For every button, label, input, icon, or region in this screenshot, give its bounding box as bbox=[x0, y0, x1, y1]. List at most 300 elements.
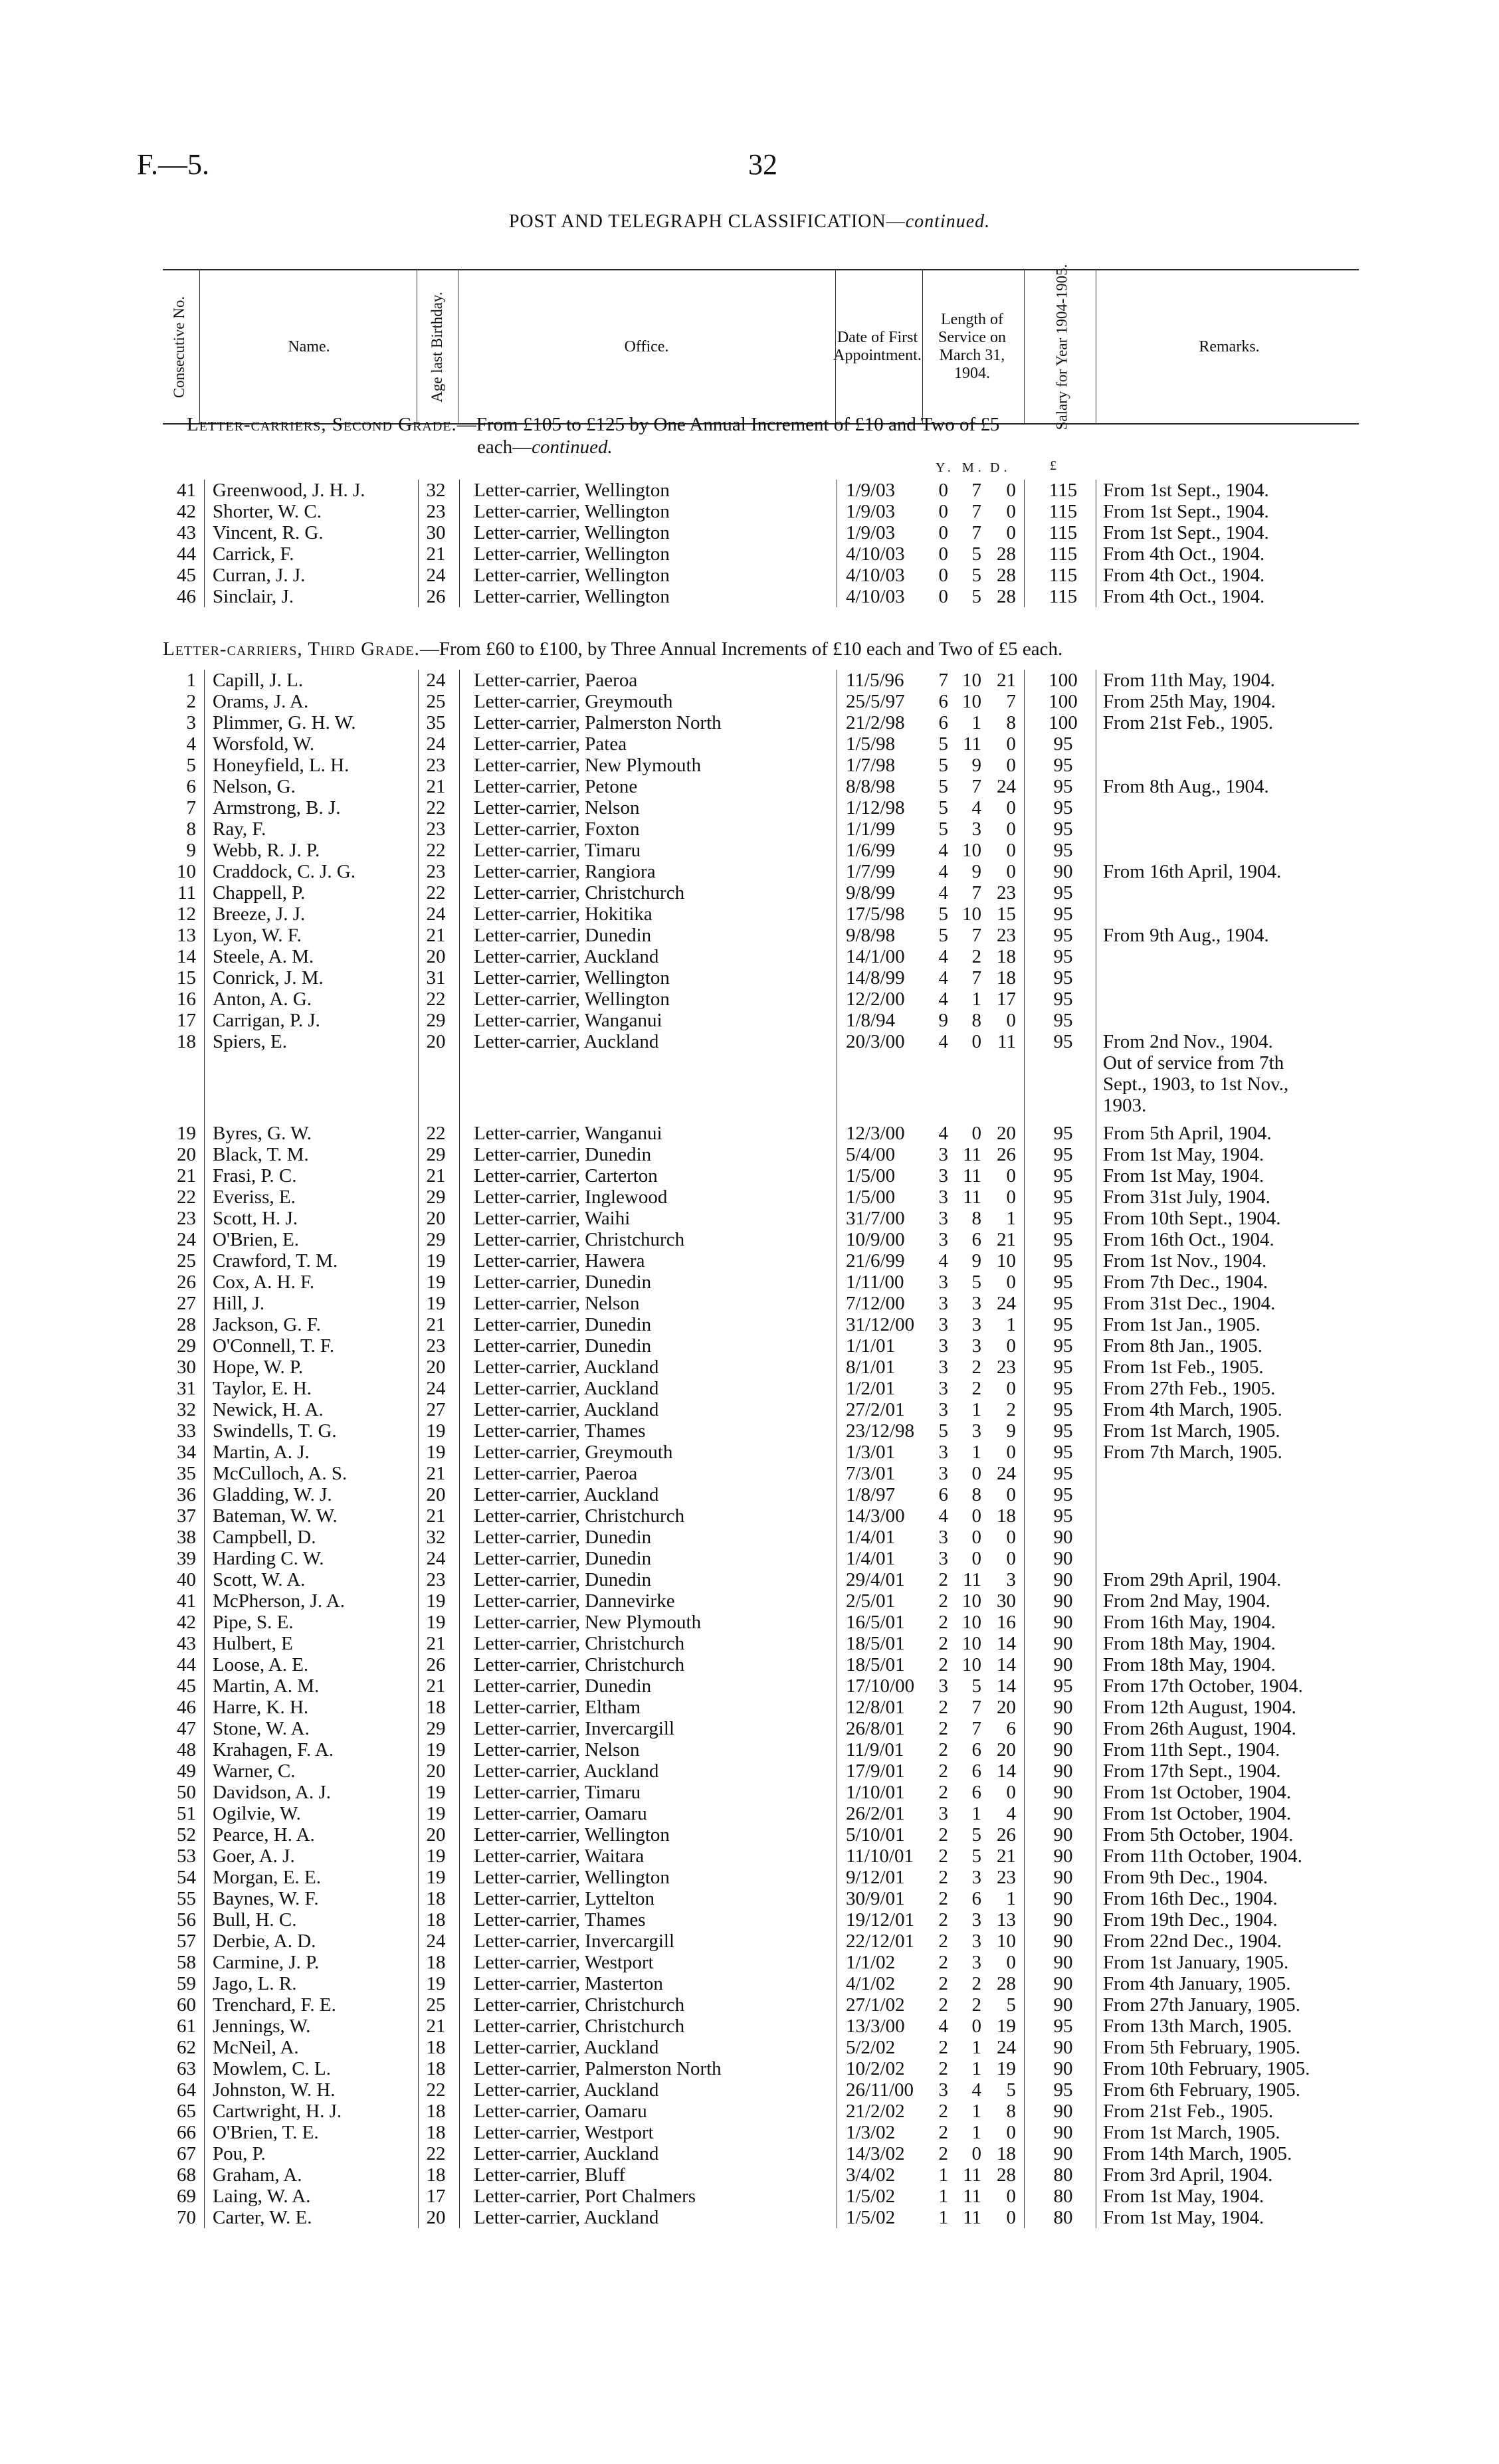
row-remarks: From 12th August, 1904. bbox=[1103, 1697, 1296, 1718]
row-age: 24 bbox=[426, 1931, 446, 1952]
row-years: 4 bbox=[938, 1123, 948, 1144]
row-remarks: From 17th Sept., 1904. bbox=[1103, 1760, 1281, 1782]
row-remarks: From 10th February, 1905. bbox=[1103, 2058, 1310, 2079]
row-name: Lyon, W. F. bbox=[213, 925, 302, 946]
row-remarks: From 1st Sept., 1904. bbox=[1103, 501, 1269, 522]
row-name: Stone, W. A. bbox=[213, 1718, 310, 1739]
row-number: 18 bbox=[177, 1031, 196, 1052]
row-date: 30/9/01 bbox=[846, 1888, 905, 1909]
row-date: 14/1/00 bbox=[846, 946, 905, 967]
row-salary: 95 bbox=[1053, 776, 1073, 797]
row-salary: 95 bbox=[1053, 1165, 1073, 1186]
row-number: 68 bbox=[177, 2164, 196, 2186]
row-days: 2 bbox=[1006, 1399, 1016, 1420]
row-years: 4 bbox=[938, 1031, 948, 1052]
row-salary: 95 bbox=[1053, 2079, 1073, 2101]
row-name: Webb, R. J. P. bbox=[213, 840, 320, 861]
row-office: Letter-carrier, Oamaru bbox=[474, 1803, 647, 1824]
row-months: 6 bbox=[971, 1739, 981, 1760]
row-remarks: From 5th October, 1904. bbox=[1103, 1824, 1294, 1846]
row-office: Letter-carrier, Wellington bbox=[474, 586, 670, 607]
row-office: Letter-carrier, Auckland bbox=[474, 2037, 659, 2058]
row-number: 17 bbox=[177, 1010, 196, 1031]
row-days: 24 bbox=[997, 1463, 1016, 1484]
row-remarks: From 1st March, 1905. bbox=[1103, 2122, 1280, 2143]
row-salary: 95 bbox=[1053, 1357, 1073, 1378]
row-salary: 95 bbox=[1053, 967, 1073, 989]
row-remarks: From 1st Jan., 1905. bbox=[1103, 1314, 1260, 1335]
row-office: Letter-carrier, Nelson bbox=[474, 1739, 640, 1760]
row-name: Hope, W. P. bbox=[213, 1357, 304, 1378]
row-remarks: From 18th May, 1904. bbox=[1103, 1654, 1276, 1675]
row-age: 29 bbox=[426, 1718, 446, 1739]
row-years: 3 bbox=[938, 1208, 948, 1229]
row-remarks: From 9th Aug., 1904. bbox=[1103, 925, 1269, 946]
table-row bbox=[163, 2164, 1359, 2186]
row-name: Shorter, W. C. bbox=[213, 501, 322, 522]
row-office: Letter-carrier, Christchurch bbox=[474, 1633, 685, 1654]
row-office: Letter-carrier, Dunedin bbox=[474, 1527, 652, 1548]
row-salary: 90 bbox=[1053, 1973, 1073, 1994]
row-office: Letter-carrier, Auckland bbox=[474, 1484, 659, 1505]
row-office: Letter-carrier, Westport bbox=[474, 2122, 654, 2143]
row-days: 13 bbox=[997, 1909, 1016, 1931]
row-name: Plimmer, G. H. W. bbox=[213, 712, 356, 733]
table-row bbox=[163, 1803, 1359, 1824]
row-months: 3 bbox=[971, 1420, 981, 1442]
row-name: Black, T. M. bbox=[213, 1144, 309, 1165]
row-months: 9 bbox=[971, 1250, 981, 1272]
table-row bbox=[163, 1420, 1359, 1442]
row-name: Anton, A. G. bbox=[213, 989, 312, 1010]
row-years: 6 bbox=[938, 712, 948, 733]
row-days: 14 bbox=[997, 1633, 1016, 1654]
row-years: 0 bbox=[938, 586, 948, 607]
row-days: 0 bbox=[1006, 1010, 1016, 1031]
row-number: 3 bbox=[186, 712, 196, 733]
row-date: 29/4/01 bbox=[846, 1569, 905, 1590]
row-salary: 115 bbox=[1049, 501, 1078, 522]
row-age: 18 bbox=[426, 1697, 446, 1718]
row-days: 1 bbox=[1006, 1314, 1016, 1335]
table-row bbox=[163, 1208, 1359, 1229]
row-number: 45 bbox=[177, 1675, 196, 1697]
row-years: 2 bbox=[938, 1931, 948, 1952]
row-days: 0 bbox=[1006, 1952, 1016, 1973]
row-date: 16/5/01 bbox=[846, 1612, 905, 1633]
row-name: Scott, W. A. bbox=[213, 1569, 306, 1590]
row-salary: 95 bbox=[1053, 989, 1073, 1010]
row-office: Letter-carrier, Wanganui bbox=[474, 1010, 662, 1031]
row-date: 1/5/02 bbox=[846, 2207, 896, 2228]
row-number: 54 bbox=[177, 1867, 196, 1888]
page-number: 32 bbox=[748, 148, 777, 181]
row-office: Letter-carrier, Waihi bbox=[474, 1208, 631, 1229]
row-years: 4 bbox=[938, 989, 948, 1010]
row-age: 18 bbox=[426, 1909, 446, 1931]
row-salary: 95 bbox=[1053, 2016, 1073, 2037]
row-date: 1/8/97 bbox=[846, 1484, 896, 1505]
row-number: 21 bbox=[177, 1165, 196, 1186]
table-row bbox=[163, 818, 1359, 840]
row-months: 3 bbox=[971, 1931, 981, 1952]
row-years: 2 bbox=[938, 1654, 948, 1675]
table-row bbox=[163, 1031, 1359, 1052]
row-months: 1 bbox=[971, 2058, 981, 2079]
row-months: 3 bbox=[971, 1293, 981, 1314]
table-row bbox=[163, 1569, 1359, 1590]
row-days: 4 bbox=[1006, 1803, 1016, 1824]
row-remarks: From 19th Dec., 1904. bbox=[1103, 1909, 1278, 1931]
row-number: 35 bbox=[177, 1463, 196, 1484]
row-name: Gladding, W. J. bbox=[213, 1484, 332, 1505]
row-number: 64 bbox=[177, 2079, 196, 2101]
row-days: 0 bbox=[1006, 480, 1016, 501]
row-months: 1 bbox=[971, 2037, 981, 2058]
row-age: 22 bbox=[426, 1123, 446, 1144]
row-name: Jennings, W. bbox=[213, 2016, 311, 2037]
row-days: 20 bbox=[997, 1123, 1016, 1144]
row-date: 1/7/98 bbox=[846, 755, 896, 776]
row-number: 2 bbox=[186, 691, 196, 712]
row-remarks: From 31st Dec., 1904. bbox=[1103, 1293, 1276, 1314]
row-days: 8 bbox=[1006, 2101, 1016, 2122]
row-number: 30 bbox=[177, 1357, 196, 1378]
row-office: Letter-carrier, Wellington bbox=[474, 989, 670, 1010]
row-age: 18 bbox=[426, 2058, 446, 2079]
row-number: 69 bbox=[177, 2186, 196, 2207]
row-office: Letter-carrier, Bluff bbox=[474, 2164, 625, 2186]
row-remarks: From 16th Oct., 1904. bbox=[1103, 1229, 1274, 1250]
header-length: Length of Service on March 31, 1904. bbox=[938, 311, 1006, 382]
row-remarks: From 21st Feb., 1905. bbox=[1103, 712, 1274, 733]
row-number: 28 bbox=[177, 1314, 196, 1335]
row-age: 25 bbox=[426, 691, 446, 712]
row-name: Goer, A. J. bbox=[213, 1846, 295, 1867]
row-office: Letter-carrier, Auckland bbox=[474, 1031, 659, 1052]
row-name: Carter, W. E. bbox=[213, 2207, 312, 2228]
row-date: 1/4/01 bbox=[846, 1527, 896, 1548]
table-row bbox=[163, 670, 1359, 691]
row-office: Letter-carrier, Auckland bbox=[474, 1378, 659, 1399]
row-remarks: From 1st May, 1904. bbox=[1103, 2207, 1264, 2228]
row-remarks: From 27th January, 1905. bbox=[1103, 1994, 1300, 2016]
row-salary: 95 bbox=[1053, 733, 1073, 755]
row-salary: 95 bbox=[1053, 755, 1073, 776]
row-name: Spiers, E. bbox=[213, 1031, 287, 1052]
row-age: 20 bbox=[426, 1031, 446, 1052]
table-row bbox=[163, 1505, 1359, 1527]
row-months: 10 bbox=[962, 1633, 981, 1654]
row-number: 5 bbox=[186, 755, 196, 776]
row-age: 19 bbox=[426, 1803, 446, 1824]
row-office: Letter-carrier, Wellington bbox=[474, 543, 670, 565]
row-office: Letter-carrier, Foxton bbox=[474, 818, 640, 840]
row-remarks: From 18th May, 1904. bbox=[1103, 1633, 1276, 1654]
row-age: 20 bbox=[426, 946, 446, 967]
row-office: Letter-carrier, Timaru bbox=[474, 840, 641, 861]
row-date: 1/6/99 bbox=[846, 840, 896, 861]
row-months: 6 bbox=[971, 1782, 981, 1803]
header-age: Age last Birthday. bbox=[429, 291, 446, 403]
row-years: 0 bbox=[938, 501, 948, 522]
row-date: 9/12/01 bbox=[846, 1867, 905, 1888]
row-age: 18 bbox=[426, 1888, 446, 1909]
row-salary: 95 bbox=[1053, 1442, 1073, 1463]
row-salary: 95 bbox=[1053, 1675, 1073, 1697]
row-age: 23 bbox=[426, 861, 446, 882]
row-years: 3 bbox=[938, 1229, 948, 1250]
row-days: 0 bbox=[1006, 861, 1016, 882]
row-name: O'Brien, T. E. bbox=[213, 2122, 319, 2143]
table-row bbox=[163, 1484, 1359, 1505]
row-date: 1/12/98 bbox=[846, 797, 905, 818]
row-age: 20 bbox=[426, 1208, 446, 1229]
row-years: 3 bbox=[938, 1144, 948, 1165]
row-salary: 80 bbox=[1053, 2186, 1073, 2207]
table-row bbox=[163, 1760, 1359, 1782]
row-number: 52 bbox=[177, 1824, 196, 1846]
row-months: 10 bbox=[962, 691, 981, 712]
row-age: 19 bbox=[426, 1420, 446, 1442]
row-years: 5 bbox=[938, 925, 948, 946]
row-age: 19 bbox=[426, 1782, 446, 1803]
row-date: 17/10/00 bbox=[846, 1675, 915, 1697]
row-salary: 90 bbox=[1053, 1654, 1073, 1675]
row-days: 0 bbox=[1006, 840, 1016, 861]
row-salary: 90 bbox=[1053, 1803, 1073, 1824]
unit-years: Y. bbox=[936, 460, 955, 475]
row-number: 46 bbox=[177, 1697, 196, 1718]
row-salary: 95 bbox=[1053, 1420, 1073, 1442]
row-days: 0 bbox=[1006, 1527, 1016, 1548]
row-salary: 90 bbox=[1053, 1909, 1073, 1931]
row-years: 2 bbox=[938, 1590, 948, 1612]
row-name: Scott, H. J. bbox=[213, 1208, 298, 1229]
row-days: 0 bbox=[1006, 818, 1016, 840]
table-row bbox=[163, 1186, 1359, 1208]
row-days: 0 bbox=[1006, 1548, 1016, 1569]
row-days: 5 bbox=[1006, 2079, 1016, 2101]
row-months: 1 bbox=[971, 1399, 981, 1420]
row-number: 46 bbox=[177, 586, 196, 607]
row-years: 5 bbox=[938, 1420, 948, 1442]
row-months: 7 bbox=[971, 480, 981, 501]
row-years: 2 bbox=[938, 1846, 948, 1867]
row-days: 9 bbox=[1006, 1420, 1016, 1442]
row-office: Letter-carrier, Palmerston North bbox=[474, 712, 722, 733]
row-office: Letter-carrier, Dannevirke bbox=[474, 1590, 675, 1612]
row-date: 12/3/00 bbox=[846, 1123, 905, 1144]
row-name: Loose, A. E. bbox=[213, 1654, 309, 1675]
row-date: 1/1/99 bbox=[846, 818, 896, 840]
row-years: 2 bbox=[938, 1909, 948, 1931]
row-age: 23 bbox=[426, 501, 446, 522]
table-row bbox=[163, 1973, 1359, 1994]
row-number: 42 bbox=[177, 1612, 196, 1633]
row-age: 20 bbox=[426, 1824, 446, 1846]
row-date: 5/10/01 bbox=[846, 1824, 905, 1846]
table-row bbox=[163, 2143, 1359, 2164]
table-row bbox=[163, 2207, 1359, 2228]
row-date: 5/2/02 bbox=[846, 2037, 896, 2058]
row-number: 38 bbox=[177, 1527, 196, 1548]
row-months: 11 bbox=[963, 1144, 981, 1165]
row-days: 0 bbox=[1006, 1442, 1016, 1463]
row-months: 7 bbox=[971, 967, 981, 989]
row-remarks: From 6th February, 1905. bbox=[1103, 2079, 1300, 2101]
row-age: 19 bbox=[426, 1867, 446, 1888]
row-date: 12/8/01 bbox=[846, 1697, 905, 1718]
row-name: Harding C. W. bbox=[213, 1548, 324, 1569]
row-name: Graham, A. bbox=[213, 2164, 302, 2186]
table-row bbox=[163, 989, 1359, 1010]
row-remarks: From 14th March, 1905. bbox=[1103, 2143, 1292, 2164]
row-age: 20 bbox=[426, 2207, 446, 2228]
row-salary: 95 bbox=[1053, 1229, 1073, 1250]
row-name: Davidson, A. J. bbox=[213, 1782, 332, 1803]
row-name: McPherson, J. A. bbox=[213, 1590, 345, 1612]
row-office: Letter-carrier, Dunedin bbox=[474, 1548, 652, 1569]
row-number: 49 bbox=[177, 1760, 196, 1782]
row-date: 17/9/01 bbox=[846, 1760, 905, 1782]
row-date: 18/5/01 bbox=[846, 1633, 905, 1654]
row-date: 11/9/01 bbox=[846, 1739, 904, 1760]
table-row bbox=[163, 1782, 1359, 1803]
row-months: 0 bbox=[971, 2016, 981, 2037]
table-row bbox=[163, 1272, 1359, 1293]
table-row bbox=[163, 1250, 1359, 1272]
row-days: 18 bbox=[997, 1505, 1016, 1527]
row-number: 11 bbox=[177, 882, 196, 903]
row-name: Cox, A. H. F. bbox=[213, 1272, 315, 1293]
row-date: 1/8/94 bbox=[846, 1010, 896, 1031]
row-salary: 90 bbox=[1053, 1867, 1073, 1888]
row-remarks: From 10th Sept., 1904. bbox=[1103, 1208, 1281, 1229]
row-office: Letter-carrier, Auckland bbox=[474, 2079, 659, 2101]
row-number: 41 bbox=[177, 1590, 196, 1612]
row-days: 0 bbox=[1006, 1782, 1016, 1803]
row-date: 13/3/00 bbox=[846, 2016, 905, 2037]
row-date: 27/2/01 bbox=[846, 1399, 905, 1420]
row-salary: 90 bbox=[1053, 1931, 1073, 1952]
row-years: 0 bbox=[938, 543, 948, 565]
row-days: 16 bbox=[997, 1612, 1016, 1633]
row-months: 2 bbox=[971, 1357, 981, 1378]
table-row bbox=[163, 776, 1359, 797]
row-age: 21 bbox=[426, 1505, 446, 1527]
row-years: 4 bbox=[938, 967, 948, 989]
row-date: 18/5/01 bbox=[846, 1654, 905, 1675]
row-age: 19 bbox=[426, 1272, 446, 1293]
row-days: 10 bbox=[997, 1931, 1016, 1952]
row-age: 17 bbox=[426, 2186, 446, 2207]
row-days: 23 bbox=[997, 925, 1016, 946]
row-months: 2 bbox=[971, 1378, 981, 1399]
row-months: 5 bbox=[971, 565, 981, 586]
row-remarks: From 1st March, 1905. bbox=[1103, 1420, 1280, 1442]
row-years: 4 bbox=[938, 2016, 948, 2037]
row-months: 0 bbox=[971, 1463, 981, 1484]
row-age: 22 bbox=[426, 797, 446, 818]
row-name: Bull, H. C. bbox=[213, 1909, 297, 1931]
row-date: 10/9/00 bbox=[846, 1229, 905, 1250]
table-row bbox=[163, 967, 1359, 989]
row-salary: 95 bbox=[1053, 1378, 1073, 1399]
row-remarks-continued: Sept., 1903, to 1st Nov., bbox=[1103, 1074, 1289, 1095]
table-row bbox=[163, 1888, 1359, 1909]
page-reference: F.—5. bbox=[137, 148, 209, 181]
table-row bbox=[163, 1548, 1359, 1569]
row-salary: 90 bbox=[1053, 1527, 1073, 1548]
row-number: 63 bbox=[177, 2058, 196, 2079]
row-number: 1 bbox=[186, 670, 196, 691]
row-age: 24 bbox=[426, 1378, 446, 1399]
row-number: 10 bbox=[177, 861, 196, 882]
row-remarks: From 11th May, 1904. bbox=[1103, 670, 1275, 691]
table-row bbox=[163, 755, 1359, 776]
row-days: 28 bbox=[997, 586, 1016, 607]
row-office: Letter-carrier, Auckland bbox=[474, 946, 659, 967]
row-name: Mowlem, C. L. bbox=[213, 2058, 332, 2079]
row-remarks: From 9th Dec., 1904. bbox=[1103, 1867, 1268, 1888]
table-row bbox=[163, 1229, 1359, 1250]
row-years: 9 bbox=[938, 1010, 948, 1031]
row-date: 3/4/02 bbox=[846, 2164, 896, 2186]
row-years: 3 bbox=[938, 1399, 948, 1420]
row-number: 70 bbox=[177, 2207, 196, 2228]
row-name: Newick, H. A. bbox=[213, 1399, 324, 1420]
row-name: Campbell, D. bbox=[213, 1527, 316, 1548]
row-months: 4 bbox=[971, 2079, 981, 2101]
row-years: 2 bbox=[938, 1782, 948, 1803]
row-years: 4 bbox=[938, 1250, 948, 1272]
row-days: 17 bbox=[997, 989, 1016, 1010]
row-office: Letter-carrier, Nelson bbox=[474, 1293, 640, 1314]
row-months: 9 bbox=[971, 755, 981, 776]
row-remarks: From 22nd Dec., 1904. bbox=[1103, 1931, 1282, 1952]
table-row bbox=[163, 1931, 1359, 1952]
row-age: 19 bbox=[426, 1612, 446, 1633]
row-date: 4/10/03 bbox=[846, 565, 905, 586]
row-remarks: From 25th May, 1904. bbox=[1103, 691, 1276, 712]
row-name: Carrick, F. bbox=[213, 543, 294, 565]
row-age: 18 bbox=[426, 2037, 446, 2058]
row-years: 2 bbox=[938, 1973, 948, 1994]
row-years: 6 bbox=[938, 1484, 948, 1505]
row-office: Letter-carrier, Lyttelton bbox=[474, 1888, 655, 1909]
row-date: 14/3/00 bbox=[846, 1505, 905, 1527]
row-years: 5 bbox=[938, 733, 948, 755]
row-office: Letter-carrier, New Plymouth bbox=[474, 1612, 702, 1633]
row-number: 9 bbox=[186, 840, 196, 861]
table-row bbox=[163, 840, 1359, 861]
row-name: Steele, A. M. bbox=[213, 946, 314, 967]
row-years: 3 bbox=[938, 1675, 948, 1697]
row-office: Letter-carrier, Wellington bbox=[474, 565, 670, 586]
row-salary: 95 bbox=[1053, 1335, 1073, 1357]
row-name: Hill, J. bbox=[213, 1293, 265, 1314]
row-years: 2 bbox=[938, 2058, 948, 2079]
row-number: 22 bbox=[177, 1186, 196, 1208]
row-name: Breeze, J. J. bbox=[213, 903, 306, 925]
row-number: 16 bbox=[177, 989, 196, 1010]
row-days: 21 bbox=[997, 1846, 1016, 1867]
row-months: 5 bbox=[971, 586, 981, 607]
row-days: 0 bbox=[1006, 733, 1016, 755]
row-name: Baynes, W. F. bbox=[213, 1888, 319, 1909]
row-days: 0 bbox=[1006, 501, 1016, 522]
